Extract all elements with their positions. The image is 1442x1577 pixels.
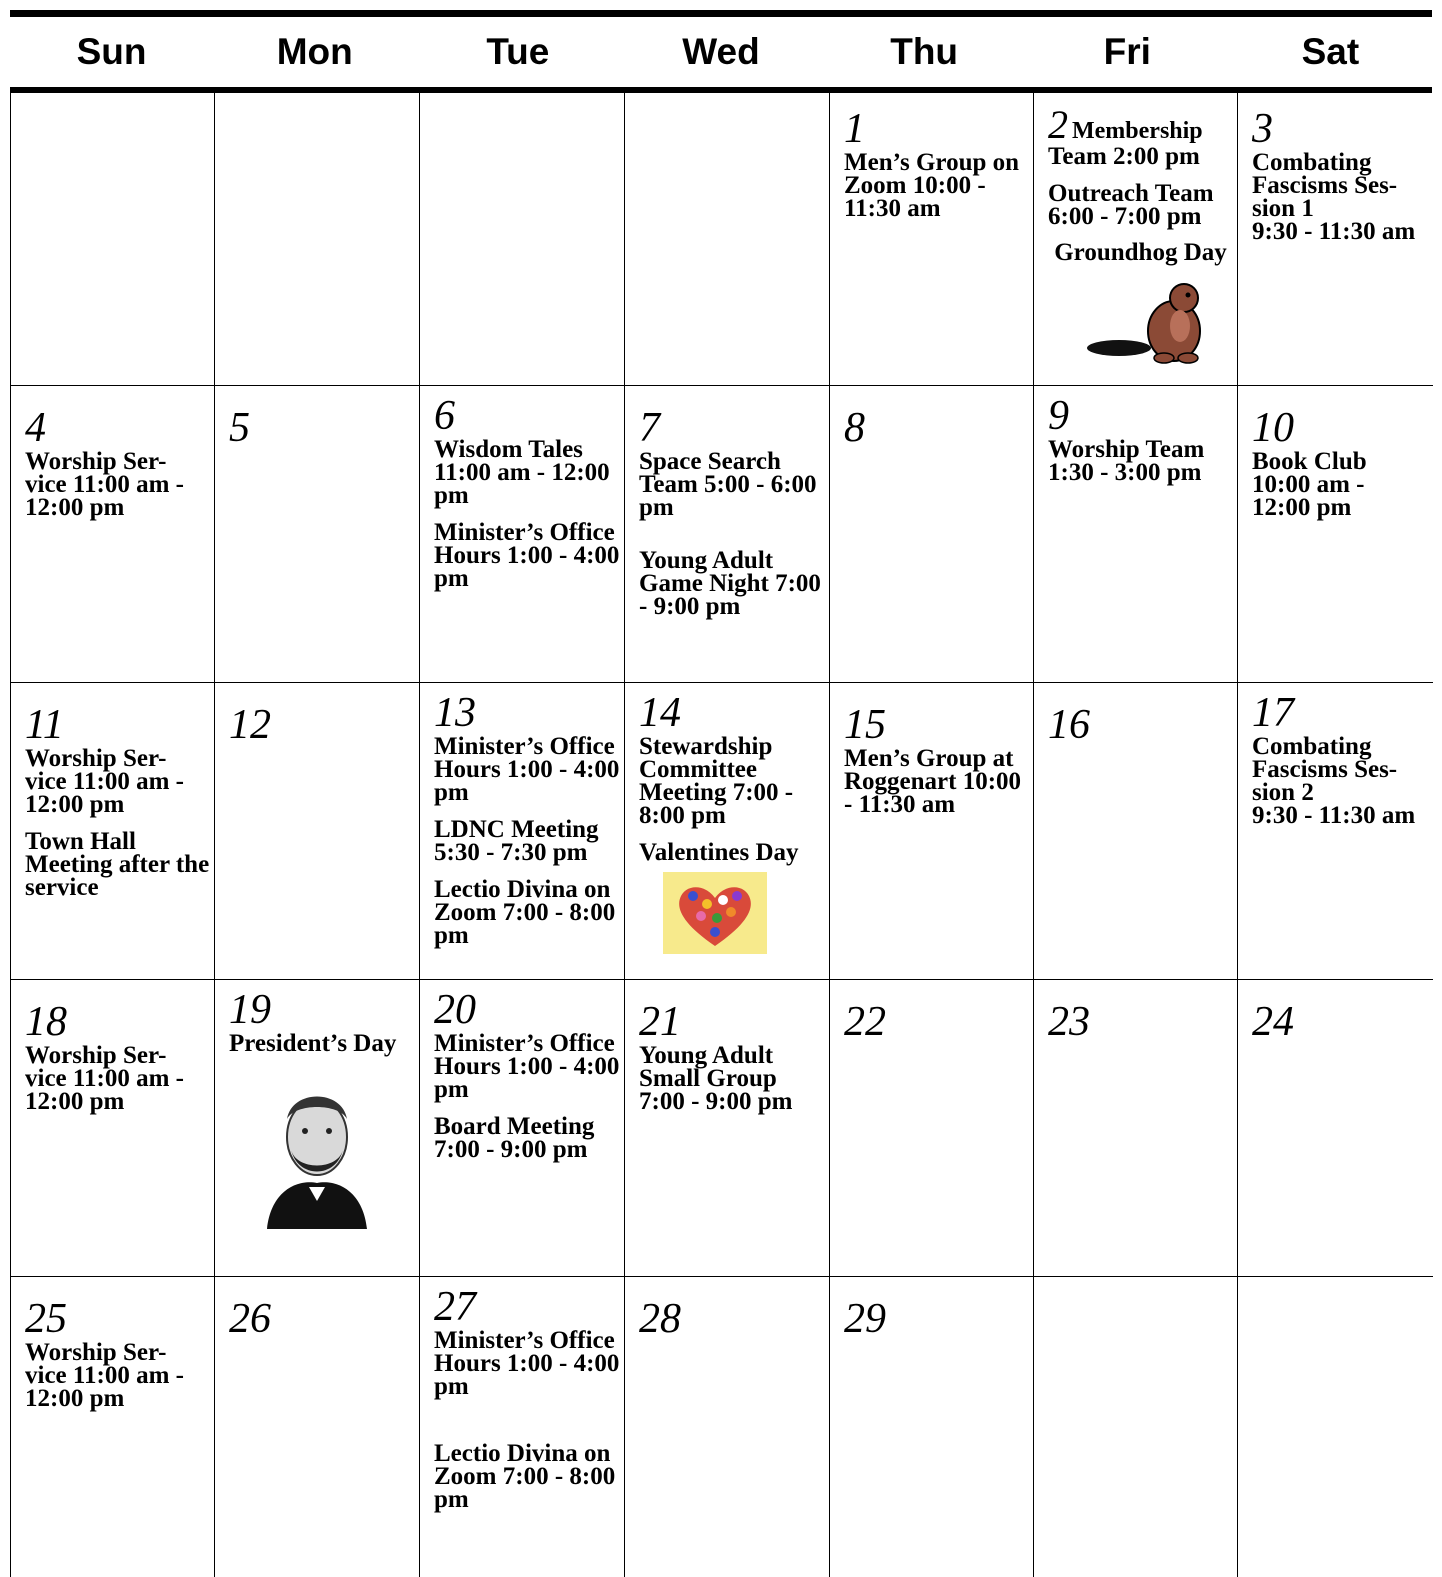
- day-number: 16: [1048, 702, 1090, 748]
- day-cell-24: [1238, 980, 1433, 1277]
- day-cell-3: [1238, 93, 1433, 386]
- event: Membership: [1072, 118, 1203, 144]
- day-number: 25: [25, 1296, 67, 1342]
- event: Worship Team 1:30 - 3:00 pm: [1048, 436, 1205, 486]
- event: Outreach Team 6:00 - 7:00 pm: [1048, 180, 1214, 230]
- holiday-label: Valentines Day: [639, 839, 799, 866]
- event: Lectio Divina on Zoom 7:00 - 8:00 pm: [434, 1440, 616, 1513]
- day-cell-1: [830, 93, 1034, 386]
- day-cell-28: [625, 1277, 830, 1577]
- day-cell-empty: [215, 93, 420, 386]
- calendar-grid: [10, 93, 1432, 1577]
- day-cell-27: [420, 1277, 625, 1577]
- day-number: 6: [434, 393, 455, 439]
- top-rule: [10, 10, 1432, 17]
- day-number: 5: [229, 405, 250, 451]
- day-cell-29: [830, 1277, 1034, 1577]
- event: Minister’s Office Hours 1:00 - 4:00 pm: [434, 519, 620, 592]
- weekday-header: [10, 17, 1432, 87]
- event: Board Meeting 7:00 - 9:00 pm: [434, 1113, 595, 1163]
- event: 9:30 - 11:30 am: [1252, 218, 1416, 245]
- day-number: 7: [639, 405, 660, 451]
- day-cell-2: [1034, 93, 1238, 386]
- day-number: 18: [25, 999, 67, 1045]
- event: Stewardship Committee Meeting 7:00 - 8:00 pm: [639, 733, 794, 829]
- lincoln-portrait-icon: [247, 1079, 387, 1229]
- day-number: 27: [434, 1284, 476, 1330]
- day-number: 1: [844, 106, 865, 152]
- day-cell-21: [625, 980, 830, 1277]
- day-number: 12: [229, 702, 271, 748]
- event: Worship Ser- vice 11:00 am - 12:00 pm: [25, 448, 184, 521]
- event: Combating Fascisms Ses- sion 1: [1252, 149, 1398, 222]
- event: Worship Ser- vice 11:00 am - 12:00 pm: [25, 745, 184, 818]
- event: Team 2:00 pm: [1048, 143, 1200, 170]
- weekday-mon: Mon: [276, 31, 353, 72]
- day-number: 21: [639, 999, 681, 1045]
- groundhog-icon: [1084, 276, 1214, 366]
- day-number: 14: [639, 690, 681, 736]
- holiday-label: Groundhog Day: [1054, 239, 1227, 266]
- event: Lectio Divina on Zoom 7:00 - 8:00 pm: [434, 876, 616, 949]
- event: LDNC Meeting 5:30 - 7:30 pm: [434, 816, 599, 866]
- event: Combating Fascisms Ses- sion 2: [1252, 733, 1398, 806]
- event: Space Search Team 5:00 - 6:00 pm: [639, 448, 817, 521]
- event: Book Club 10:00 am - 12:00 pm: [1252, 448, 1367, 521]
- weekday-fri: Fri: [1103, 31, 1151, 72]
- event: 9:30 - 11:30 am: [1252, 802, 1416, 829]
- day-cell-empty: [11, 93, 215, 386]
- day-cell-26: [215, 1277, 420, 1577]
- day-cell-14: [625, 683, 830, 980]
- event: Young Adult Game Night 7:00 - 9:00 pm: [639, 547, 821, 620]
- event: Minister’s Office Hours 1:00 - 4:00 pm: [434, 1327, 620, 1400]
- day-number: 3: [1252, 106, 1273, 152]
- day-number: 23: [1048, 999, 1090, 1045]
- day-number: 24: [1252, 999, 1294, 1045]
- day-cell-empty: [1238, 1277, 1433, 1577]
- day-number: 19: [229, 987, 271, 1033]
- day-number: 29: [844, 1296, 886, 1342]
- day-cell-8: [830, 386, 1034, 683]
- day-cell-22: [830, 980, 1034, 1277]
- weekday-thu: Thu: [890, 31, 959, 72]
- day-number: 22: [844, 999, 886, 1045]
- weekday-wed: Wed: [682, 31, 760, 72]
- day-cell-13: [420, 683, 625, 980]
- day-number: 15: [844, 702, 886, 748]
- day-cell-empty: [1034, 1277, 1238, 1577]
- event: Worship Ser- vice 11:00 am - 12:00 pm: [25, 1339, 184, 1412]
- event: Young Adult Small Group 7:00 - 9:00 pm: [639, 1042, 793, 1115]
- holiday-label: President’s Day: [229, 1030, 397, 1057]
- day-cell-7: [625, 386, 830, 683]
- day-cell-empty: [420, 93, 625, 386]
- day-number: 4: [25, 405, 46, 451]
- event: Minister’s Office Hours 1:00 - 4:00 pm: [434, 733, 620, 806]
- day-number: 20: [434, 987, 476, 1033]
- day-number: 11: [25, 702, 64, 748]
- weekday-sun: Sun: [76, 31, 147, 72]
- day-cell-empty: [625, 93, 830, 386]
- event: Men’s Group at Roggenart 10:00 - 11:30 am: [844, 745, 1022, 818]
- day-cell-10: [1238, 386, 1433, 683]
- day-cell-6: [420, 386, 625, 683]
- event: Town Hall Meeting after the service: [25, 828, 210, 901]
- event: Minister’s Office Hours 1:00 - 4:00 pm: [434, 1030, 620, 1103]
- day-number: 13: [434, 690, 476, 736]
- day-cell-4: [11, 386, 215, 683]
- day-cell-15: [830, 683, 1034, 980]
- day-cell-23: [1034, 980, 1238, 1277]
- day-cell-5: [215, 386, 420, 683]
- day-cell-20: [420, 980, 625, 1277]
- day-number: 9: [1048, 393, 1069, 439]
- day-cell-11: [11, 683, 215, 980]
- day-cell-12: [215, 683, 420, 980]
- day-cell-19: [215, 980, 420, 1277]
- event: Worship Ser- vice 11:00 am - 12:00 pm: [25, 1042, 184, 1115]
- event: Wisdom Tales 11:00 am - 12:00 pm: [434, 436, 610, 509]
- day-number: 10: [1252, 405, 1294, 451]
- day-cell-18: [11, 980, 215, 1277]
- flower-heart-icon: [663, 872, 767, 954]
- day-cell-17: [1238, 683, 1433, 980]
- day-number: 2: [1048, 102, 1068, 147]
- day-number: 26: [229, 1296, 271, 1342]
- event: Men’s Group on Zoom 10:00 - 11:30 am: [844, 149, 1020, 222]
- day-number: 17: [1252, 690, 1294, 736]
- day-cell-16: [1034, 683, 1238, 980]
- day-number: 28: [639, 1296, 681, 1342]
- day-cell-25: [11, 1277, 215, 1577]
- weekday-tue: Tue: [486, 31, 550, 72]
- weekday-sat: Sat: [1301, 31, 1360, 72]
- day-number: 8: [844, 405, 865, 451]
- day-cell-9: [1034, 386, 1238, 683]
